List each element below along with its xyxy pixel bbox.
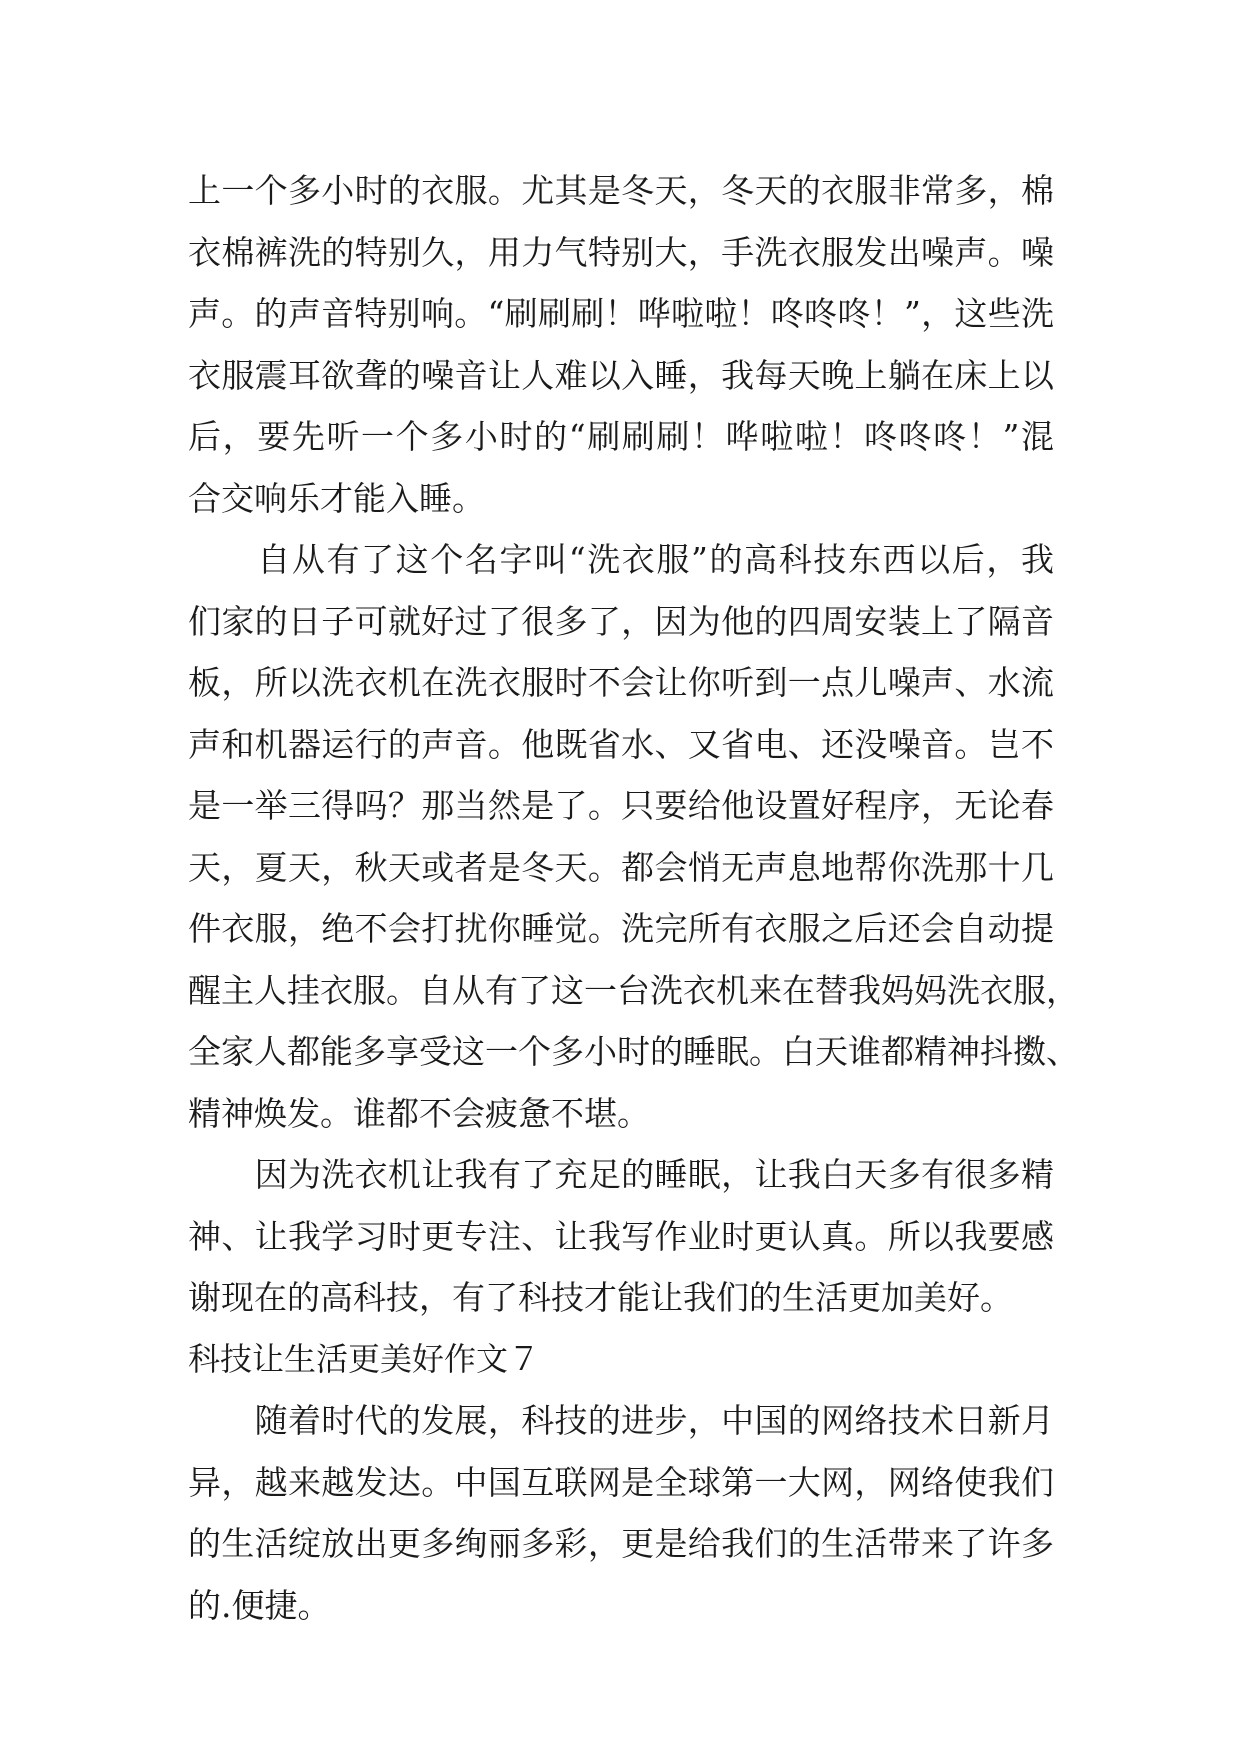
text-line: 全家人都能多享受这一个多小时的睡眠。白天谁都精神抖擞、 — [188, 1032, 1079, 1071]
paragraph-2 — [188, 529, 1079, 1144]
text-line: 合交响乐才能入睡。 — [188, 478, 485, 518]
text-line: 上一个多小时的衣服。尤其是冬天，冬天的衣服非常多，棉 — [188, 171, 1054, 210]
text-line: 随着时代的发展，科技的进步，中国的网络技术日新月 — [188, 1401, 1054, 1440]
paragraph-3 — [188, 1144, 1054, 1329]
text-line: 谢现在的高科技，有了科技才能让我们的生活更加美好。 — [188, 1278, 1013, 1317]
text-line: 是一举三得吗？那当然是了。只要给他设置好程序，无论春 — [188, 786, 1054, 825]
document-page — [188, 160, 1079, 1636]
text-line: 的生活绽放出更多绚丽多彩，更是给我们的生活带来了许多 — [188, 1524, 1054, 1563]
text-line: 因为洗衣机让我有了充足的睡眠，让我白天多有很多精 — [188, 1155, 1054, 1194]
text-line: 天，夏天，秋天或者是冬天。都会悄无声息地帮你洗那十几 — [188, 847, 1054, 887]
text-line: 件衣服，绝不会打扰你睡觉。洗完所有衣服之后还会自动提 — [188, 909, 1054, 948]
text-line: 神、让我学习时更专注、让我写作业时更认真。所以我要感 — [188, 1216, 1054, 1256]
text-line: 醒主人挂衣服。自从有了这一台洗衣机来在替我妈妈洗衣服， — [188, 970, 1079, 1010]
text-line: 声和机器运行的声音。他既省水、又省电、还没噪音。岂不 — [188, 724, 1054, 764]
text-line: 精神焕发。谁都不会疲惫不堪。 — [188, 1093, 650, 1133]
text-line: 衣棉裤洗的特别久，用力气特别大，手洗衣服发出噪声。噪 — [188, 232, 1054, 272]
text-line: 自从有了这个名字叫“洗衣服”的高科技东西以后，我 — [188, 540, 1054, 579]
paragraph-1 — [188, 160, 1054, 529]
paragraph-4 — [188, 1390, 1054, 1636]
text-line: 异，越来越发达。中国互联网是全球第一大网，网络使我们 — [188, 1462, 1054, 1502]
text-line: 板，所以洗衣机在洗衣服时不会让你听到一点儿噪声、水流 — [188, 663, 1054, 702]
text-line: 的.便捷。 — [188, 1585, 331, 1625]
text-line: 们家的日子可就好过了很多了，因为他的四周安装上了隔音 — [188, 601, 1054, 641]
text-line: 后，要先听一个多小时的“刷刷刷！哗啦啦！咚咚咚！”混 — [188, 417, 1054, 456]
text-line: 衣服震耳欲聋的噪音让人难以入睡，我每天晚上躺在床上以 — [188, 355, 1054, 395]
text-line: 声。的声音特别响。“刷刷刷！哗啦啦！咚咚咚！”，这些洗 — [188, 294, 1054, 333]
section-heading: 科技让生活更美好作文７ — [188, 1339, 541, 1378]
